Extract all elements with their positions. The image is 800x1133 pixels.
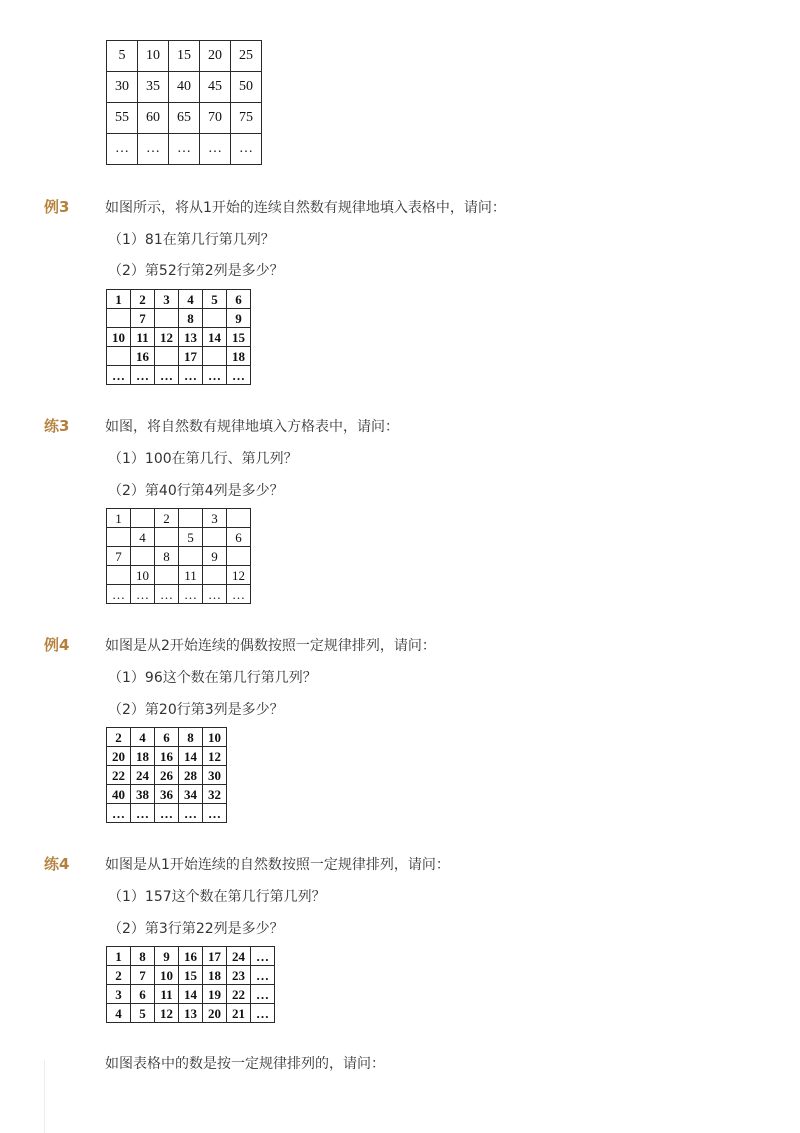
table-cell: 2 bbox=[155, 509, 179, 528]
question-2: （2）第52行第2列是多少？ bbox=[108, 263, 284, 279]
table-cell: … bbox=[203, 804, 227, 823]
table-cell: 36 bbox=[155, 785, 179, 804]
table-cell: 9 bbox=[203, 547, 227, 566]
table-cell bbox=[131, 509, 155, 528]
table-cell: 20 bbox=[200, 41, 231, 72]
table-cell: 16 bbox=[179, 947, 203, 966]
table-cell: 8 bbox=[179, 309, 203, 328]
table-cell bbox=[179, 547, 203, 566]
table-cell: 10 bbox=[107, 328, 131, 347]
table-cell: 20 bbox=[107, 747, 131, 766]
table-cell bbox=[227, 547, 251, 566]
table-cell: 10 bbox=[203, 728, 227, 747]
table-cell: 5 bbox=[203, 290, 227, 309]
table-cell bbox=[155, 528, 179, 547]
table-cell bbox=[155, 347, 179, 366]
table-cell: 5 bbox=[179, 528, 203, 547]
table-cell: 15 bbox=[227, 328, 251, 347]
table-row bbox=[107, 585, 251, 604]
table-row bbox=[107, 328, 251, 347]
table-row bbox=[107, 528, 251, 547]
table-cell: 5 bbox=[131, 1004, 155, 1023]
table-cell: 6 bbox=[131, 985, 155, 1004]
table-cell: 22 bbox=[107, 766, 131, 785]
table-cell: 70 bbox=[200, 103, 231, 134]
table-row bbox=[107, 1004, 275, 1023]
table-cell: 13 bbox=[179, 1004, 203, 1023]
number-grid-example-3 bbox=[106, 289, 251, 385]
table-cell: 6 bbox=[227, 290, 251, 309]
table-cell: 24 bbox=[227, 947, 251, 966]
table-cell: 15 bbox=[179, 966, 203, 985]
table-row bbox=[107, 804, 227, 823]
table-row bbox=[107, 103, 262, 134]
table-cell: … bbox=[131, 804, 155, 823]
table-cell bbox=[155, 566, 179, 585]
table-cell: 30 bbox=[107, 72, 138, 103]
question-1: （1）100在第几行、第几列？ bbox=[108, 451, 298, 467]
problem-label: 练4 bbox=[44, 855, 70, 873]
table-cell: … bbox=[227, 366, 251, 385]
question-1: （1）96这个数在第几行第几列？ bbox=[108, 670, 317, 686]
table-cell: 38 bbox=[131, 785, 155, 804]
table-cell: 17 bbox=[203, 947, 227, 966]
table-cell bbox=[107, 309, 131, 328]
table-cell: 14 bbox=[179, 747, 203, 766]
question-1: （1）81在第几行第几列？ bbox=[108, 232, 275, 248]
grid-body bbox=[107, 947, 275, 1023]
table-cell: 16 bbox=[155, 747, 179, 766]
table-row bbox=[107, 747, 227, 766]
table-cell: 19 bbox=[203, 985, 227, 1004]
table-cell bbox=[131, 547, 155, 566]
table-cell: 18 bbox=[203, 966, 227, 985]
table-cell: 34 bbox=[179, 785, 203, 804]
table-row bbox=[107, 72, 262, 103]
table-row bbox=[107, 290, 251, 309]
table-cell: … bbox=[203, 366, 227, 385]
grid-body bbox=[107, 41, 262, 165]
table-cell: 5 bbox=[107, 41, 138, 72]
question-1: （1）157这个数在第几行第几列？ bbox=[108, 889, 326, 905]
table-cell: 65 bbox=[169, 103, 200, 134]
table-cell: 9 bbox=[155, 947, 179, 966]
table-cell: 2 bbox=[107, 728, 131, 747]
problem-label: 练3 bbox=[44, 417, 70, 435]
table-cell: … bbox=[251, 1004, 275, 1023]
table-row bbox=[107, 366, 251, 385]
table-cell: 12 bbox=[203, 747, 227, 766]
table-cell bbox=[107, 566, 131, 585]
table-row bbox=[107, 566, 251, 585]
table-cell: 75 bbox=[231, 103, 262, 134]
problem-label: 例3 bbox=[44, 198, 70, 216]
problem-statement: 如图，将自然数有规律地填入方格表中，请问： bbox=[105, 419, 399, 435]
grid-body bbox=[107, 509, 251, 604]
table-cell: 8 bbox=[179, 728, 203, 747]
table-cell: 12 bbox=[155, 1004, 179, 1023]
table-row bbox=[107, 785, 227, 804]
table-cell: … bbox=[179, 585, 203, 604]
table-cell: 4 bbox=[179, 290, 203, 309]
table-row bbox=[107, 966, 275, 985]
table-cell bbox=[107, 347, 131, 366]
table-row bbox=[107, 766, 227, 785]
table-cell: 11 bbox=[155, 985, 179, 1004]
table-cell: … bbox=[251, 985, 275, 1004]
table-row bbox=[107, 41, 262, 72]
table-cell: 30 bbox=[203, 766, 227, 785]
table-cell: 23 bbox=[227, 966, 251, 985]
table-cell bbox=[155, 309, 179, 328]
table-cell: 2 bbox=[107, 966, 131, 985]
table-cell: 8 bbox=[131, 947, 155, 966]
table-cell: 21 bbox=[227, 1004, 251, 1023]
question-2: （2）第20行第3列是多少？ bbox=[108, 702, 284, 718]
table-cell: 45 bbox=[200, 72, 231, 103]
table-cell: 3 bbox=[203, 509, 227, 528]
table-cell: 1 bbox=[107, 947, 131, 966]
table-row bbox=[107, 309, 251, 328]
table-cell: 20 bbox=[203, 1004, 227, 1023]
problem-statement: 如图所示，将从1开始的连续自然数有规律地填入表格中，请问： bbox=[105, 200, 506, 216]
table-cell bbox=[203, 309, 227, 328]
table-cell: 60 bbox=[138, 103, 169, 134]
table-cell: … bbox=[231, 134, 262, 165]
next-problem-statement: 如图表格中的数是按一定规律排列的，请问： bbox=[105, 1056, 385, 1072]
question-2: （2）第3行第22列是多少？ bbox=[108, 921, 284, 937]
problem-statement: 如图是从1开始连续的自然数按照一定规律排列，请问： bbox=[105, 857, 450, 873]
table-cell: … bbox=[155, 804, 179, 823]
number-grid-practice-4 bbox=[106, 946, 275, 1023]
table-cell bbox=[203, 528, 227, 547]
table-cell bbox=[203, 347, 227, 366]
table-cell: 18 bbox=[131, 747, 155, 766]
table-cell: 32 bbox=[203, 785, 227, 804]
table-cell: 10 bbox=[155, 966, 179, 985]
table-cell: … bbox=[107, 804, 131, 823]
table-cell: 14 bbox=[179, 985, 203, 1004]
table-cell: 1 bbox=[107, 290, 131, 309]
margin-rule bbox=[44, 1060, 45, 1133]
table-row bbox=[107, 947, 275, 966]
table-cell bbox=[203, 566, 227, 585]
table-cell: 7 bbox=[131, 966, 155, 985]
table-cell: … bbox=[203, 585, 227, 604]
table-cell: 9 bbox=[227, 309, 251, 328]
table-cell: 10 bbox=[138, 41, 169, 72]
table-cell: 26 bbox=[155, 766, 179, 785]
table-cell: 11 bbox=[179, 566, 203, 585]
table-cell: 15 bbox=[169, 41, 200, 72]
grid-body bbox=[107, 728, 227, 823]
table-cell: 18 bbox=[227, 347, 251, 366]
table-cell: … bbox=[138, 134, 169, 165]
table-cell: 12 bbox=[155, 328, 179, 347]
table-cell: 4 bbox=[131, 728, 155, 747]
table-cell: 22 bbox=[227, 985, 251, 1004]
table-cell: 40 bbox=[107, 785, 131, 804]
table-cell: … bbox=[179, 804, 203, 823]
number-grid-practice-3 bbox=[106, 508, 251, 604]
table-cell bbox=[227, 509, 251, 528]
table-cell: 7 bbox=[107, 547, 131, 566]
table-cell: 4 bbox=[107, 1004, 131, 1023]
table-cell: … bbox=[107, 585, 131, 604]
table-row bbox=[107, 728, 227, 747]
table-cell: 40 bbox=[169, 72, 200, 103]
table-cell: … bbox=[251, 947, 275, 966]
table-cell: 14 bbox=[203, 328, 227, 347]
table-cell: 35 bbox=[138, 72, 169, 103]
table-row bbox=[107, 509, 251, 528]
table-cell: 4 bbox=[131, 528, 155, 547]
table-cell: … bbox=[131, 585, 155, 604]
table-cell bbox=[179, 509, 203, 528]
table-cell: 10 bbox=[131, 566, 155, 585]
table-cell: 3 bbox=[107, 985, 131, 1004]
table-cell: 50 bbox=[231, 72, 262, 103]
table-cell: 12 bbox=[227, 566, 251, 585]
problem-statement: 如图是从2开始连续的偶数按照一定规律排列，请问： bbox=[105, 638, 436, 654]
table-cell: 3 bbox=[155, 290, 179, 309]
number-grid-top bbox=[106, 40, 262, 165]
problem-label: 例4 bbox=[44, 636, 70, 654]
table-cell: 16 bbox=[131, 347, 155, 366]
table-cell: 8 bbox=[155, 547, 179, 566]
table-row bbox=[107, 347, 251, 366]
table-cell: … bbox=[227, 585, 251, 604]
table-cell: … bbox=[107, 366, 131, 385]
question-2: （2）第40行第4列是多少？ bbox=[108, 483, 284, 499]
table-row bbox=[107, 547, 251, 566]
table-cell: … bbox=[251, 966, 275, 985]
table-cell bbox=[107, 528, 131, 547]
table-cell: 24 bbox=[131, 766, 155, 785]
table-cell: … bbox=[155, 585, 179, 604]
table-cell: 11 bbox=[131, 328, 155, 347]
number-grid-example-4 bbox=[106, 727, 227, 823]
table-row bbox=[107, 985, 275, 1004]
table-cell: 55 bbox=[107, 103, 138, 134]
table-cell: 6 bbox=[227, 528, 251, 547]
table-cell: 25 bbox=[231, 41, 262, 72]
table-cell: … bbox=[131, 366, 155, 385]
table-cell: 7 bbox=[131, 309, 155, 328]
table-cell: 28 bbox=[179, 766, 203, 785]
table-cell: 13 bbox=[179, 328, 203, 347]
table-cell: … bbox=[200, 134, 231, 165]
table-cell: 6 bbox=[155, 728, 179, 747]
table-cell: 17 bbox=[179, 347, 203, 366]
table-cell: … bbox=[107, 134, 138, 165]
table-cell: … bbox=[155, 366, 179, 385]
table-cell: … bbox=[169, 134, 200, 165]
table-cell: 2 bbox=[131, 290, 155, 309]
grid-body bbox=[107, 290, 251, 385]
table-cell: … bbox=[179, 366, 203, 385]
table-row bbox=[107, 134, 262, 165]
table-cell: 1 bbox=[107, 509, 131, 528]
